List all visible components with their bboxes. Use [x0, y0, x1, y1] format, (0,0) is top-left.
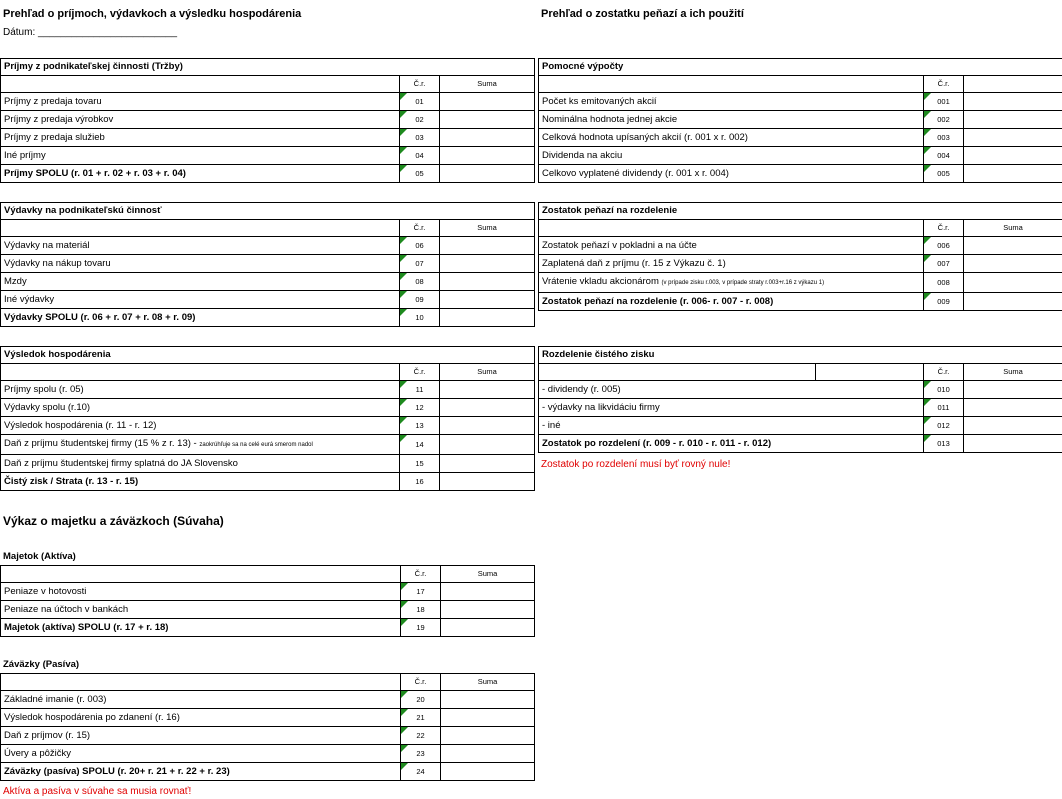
table-row: Daň z príjmov (r. 15) 22 — [1, 727, 535, 745]
amount-cell[interactable] — [441, 709, 535, 727]
comment-marker-icon — [401, 691, 408, 698]
comment-marker-icon — [400, 417, 407, 424]
table-row: Zaplatená daň z príjmu (r. 15 z Výkazu č. 1) 007 — [539, 255, 1062, 273]
amount-cell[interactable] — [441, 745, 535, 763]
amount-header: Suma — [964, 364, 1062, 381]
comment-marker-icon — [401, 709, 408, 716]
comment-marker-icon — [400, 309, 407, 316]
comment-marker-icon — [400, 291, 407, 298]
comment-marker-icon — [401, 763, 408, 770]
amount-header: Suma — [440, 76, 535, 93]
amount-cell[interactable] — [441, 601, 535, 619]
comment-marker-icon — [924, 293, 931, 300]
amount-cell[interactable] — [964, 273, 1062, 293]
comment-marker-icon — [924, 237, 931, 244]
amount-cell[interactable] — [440, 147, 535, 165]
amount-cell[interactable] — [440, 165, 535, 183]
table-row: Nominálna hodnota jednej akcie 002 — [539, 111, 1062, 129]
table-row: Počet ks emitovaných akcií 001 — [539, 93, 1062, 111]
balance-sheet-title: Výkaz o majetku a záväzkoch (Súvaha) — [3, 514, 224, 528]
income-table — [0, 58, 535, 183]
comment-marker-icon — [400, 255, 407, 262]
amount-cell[interactable] — [964, 93, 1062, 111]
amount-cell[interactable] — [441, 691, 535, 709]
comment-marker-icon — [924, 417, 931, 424]
comment-marker-icon — [400, 165, 407, 172]
income-table-title: Príjmy z podnikateľskej činnosti (Tržby) — [1, 59, 535, 76]
amount-cell[interactable] — [441, 763, 535, 781]
comment-marker-icon — [924, 93, 931, 100]
liabilities-table — [0, 673, 535, 781]
table-row: Iné príjmy 04 — [1, 147, 535, 165]
table-row: Celková hodnota upísaných akcií (r. 001 x r. 002) 003 — [539, 129, 1062, 147]
table-row: - dividendy (r. 005) 010 — [539, 381, 1062, 399]
profit-distribution-table — [538, 346, 1062, 453]
result-table-title: Výsledok hospodárenia — [1, 347, 535, 364]
comment-marker-icon — [401, 727, 408, 734]
amount-cell[interactable] — [964, 129, 1062, 147]
amount-cell[interactable] — [440, 399, 535, 417]
amount-cell[interactable] — [440, 93, 535, 111]
row-number-header: Č.r. — [924, 364, 964, 381]
table-row: Daň z príjmu študentskej firmy splatná do JA Slovensko 15 — [1, 455, 535, 473]
comment-marker-icon — [924, 255, 931, 262]
table-row: Úvery a pôžičky 23 — [1, 745, 535, 763]
amount-header: Suma — [441, 674, 535, 691]
amount-cell[interactable] — [964, 165, 1062, 183]
amount-cell[interactable] — [964, 147, 1062, 165]
amount-cell[interactable] — [440, 129, 535, 147]
amount-cell[interactable] — [440, 255, 535, 273]
comment-marker-icon — [400, 435, 407, 442]
report-title-left: Prehľad o príjmoch, výdavkoch a výsledku hospodárenia — [3, 8, 302, 20]
comment-marker-icon — [924, 165, 931, 172]
comment-marker-icon — [401, 583, 408, 590]
comment-marker-icon — [400, 147, 407, 154]
comment-marker-icon — [924, 147, 931, 154]
table-row-total: Čistý zisk / Strata (r. 13 - r. 15) 16 — [1, 473, 535, 491]
amount-cell[interactable] — [440, 237, 535, 255]
amount-header: Suma — [440, 364, 535, 381]
table-row: Príjmy z predaja tovaru 01 — [1, 93, 535, 111]
comment-marker-icon — [400, 111, 407, 118]
table-row-total: Zostatok po rozdelení (r. 009 - r. 010 - r. 011 - r. 012) 013 — [539, 435, 1062, 453]
table-row: Daň z príjmu študentskej firmy (15 % z r. 13) - zaokrúhľuje sa na celé eurá smerom nadol 14 — [1, 435, 535, 455]
comment-marker-icon — [400, 93, 407, 100]
comment-marker-icon — [924, 381, 931, 388]
amount-cell[interactable] — [440, 111, 535, 129]
amount-cell[interactable] — [440, 381, 535, 399]
amount-cell[interactable] — [964, 255, 1062, 273]
table-row: Výsledok hospodárenia po zdanení (r. 16) 21 — [1, 709, 535, 727]
table-row: - výdavky na likvidáciu firmy 011 — [539, 399, 1062, 417]
amount-cell[interactable] — [441, 583, 535, 601]
amount-cell[interactable] — [440, 291, 535, 309]
distribution-warning: Zostatok po rozdelení musí byť rovný nule! — [541, 459, 731, 470]
amount-cell[interactable] — [964, 417, 1062, 435]
table-row-total: Výdavky SPOLU (r. 06 + r. 07 + r. 08 + r. 09) 10 — [1, 309, 535, 327]
amount-cell[interactable] — [440, 455, 535, 473]
amount-cell[interactable] — [964, 237, 1062, 255]
result-table — [0, 346, 535, 491]
row-number-header: Č.r. — [400, 76, 440, 93]
table-row: Základné imanie (r. 003) 20 — [1, 691, 535, 709]
table-row: Príjmy z predaja služieb 03 — [1, 129, 535, 147]
comment-marker-icon — [401, 601, 408, 608]
table-row: Výdavky spolu (r.10) 12 — [1, 399, 535, 417]
table-row: Výdavky na nákup tovaru 07 — [1, 255, 535, 273]
comment-marker-icon — [924, 111, 931, 118]
assets-table — [0, 565, 535, 637]
row-number-header: Č.r. — [401, 566, 441, 583]
row-number-header: Č.r. — [400, 364, 440, 381]
helper-calc-title: Pomocné výpočty — [539, 59, 1062, 76]
table-row: Výsledok hospodárenia (r. 11 - r. 12) 13 — [1, 417, 535, 435]
amount-cell[interactable] — [964, 293, 1062, 311]
row-number-header: Č.r. — [924, 76, 964, 93]
amount-cell[interactable] — [964, 435, 1062, 453]
table-row: Mzdy 08 — [1, 273, 535, 291]
table-row: Príjmy spolu (r. 05) 11 — [1, 381, 535, 399]
amount-header: Suma — [440, 220, 535, 237]
table-row: Vrátenie vkladu akcionárom (v prípade zisku r.003, v prípade straty r.003+r.16 z výkazu 1) 008 — [539, 273, 1062, 293]
liabilities-title: Záväzky (Pasíva) — [3, 659, 80, 670]
comment-marker-icon — [924, 129, 931, 136]
table-row: Príjmy z predaja výrobkov 02 — [1, 111, 535, 129]
amount-cell[interactable] — [440, 473, 535, 491]
table-row: Iné výdavky 09 — [1, 291, 535, 309]
amount-cell[interactable] — [440, 417, 535, 435]
row-number-header: Č.r. — [401, 674, 441, 691]
table-row-total: Majetok (aktíva) SPOLU (r. 17 + r. 18) 19 — [1, 619, 535, 637]
amount-cell[interactable] — [440, 435, 535, 455]
amount-cell[interactable] — [964, 381, 1062, 399]
comment-marker-icon — [400, 129, 407, 136]
rounding-note: zaokrúhľuje sa na celé eurá smerom nadol — [199, 442, 313, 448]
row-number-header: Č.r. — [400, 220, 440, 237]
comment-marker-icon — [400, 273, 407, 280]
amount-cell[interactable] — [440, 273, 535, 291]
report-title-right: Prehľad o zostatku peňazí a ich použití — [541, 8, 744, 20]
comment-marker-icon — [400, 399, 407, 406]
expenses-table-title: Výdavky na podnikateľskú činnosť — [1, 203, 535, 220]
amount-cell[interactable] — [964, 399, 1062, 417]
amount-cell[interactable] — [440, 309, 535, 327]
amount-header: Suma — [441, 566, 535, 583]
amount-header: Suma — [964, 220, 1062, 237]
table-row: Peniaze v hotovosti 17 — [1, 583, 535, 601]
date-field[interactable]: Dátum: _________________________ — [3, 27, 178, 38]
table-row: Zostatok peňazí v pokladni a na účte 006 — [539, 237, 1062, 255]
comment-marker-icon — [400, 381, 407, 388]
table-row-total: Zostatok peňazí na rozdelenie (r. 006- r. 007 - r. 008) 009 — [539, 293, 1062, 311]
comment-marker-icon — [401, 619, 408, 626]
refund-note: (v prípade zisku r.003, v prípade straty r.003+r.16 z výkazu 1) — [661, 280, 825, 286]
amount-cell[interactable] — [441, 727, 535, 745]
table-row: Dividenda na akciu 004 — [539, 147, 1062, 165]
table-row: - iné 012 — [539, 417, 1062, 435]
balance-table-title: Zostatok peňazí na rozdelenie — [539, 203, 1062, 220]
table-row: Celkovo vyplatené dividendy (r. 001 x r. 004) 005 — [539, 165, 1062, 183]
assets-title: Majetok (Aktíva) — [3, 551, 76, 562]
balance-table — [538, 202, 1062, 311]
amount-cell[interactable] — [441, 619, 535, 637]
comment-marker-icon — [401, 745, 408, 752]
expenses-table — [0, 202, 535, 327]
table-row-total: Príjmy SPOLU (r. 01 + r. 02 + r. 03 + r. 04) 05 — [1, 165, 535, 183]
comment-marker-icon — [924, 399, 931, 406]
table-row: Peniaze na účtoch v bankách 18 — [1, 601, 535, 619]
comment-marker-icon — [400, 237, 407, 244]
helper-calc-table — [538, 58, 1062, 183]
row-number-header: Č.r. — [924, 220, 964, 237]
balance-warning: Aktíva a pasíva v súvahe sa musia rovnať! — [3, 786, 192, 797]
comment-marker-icon — [924, 435, 931, 442]
amount-cell[interactable] — [964, 111, 1062, 129]
table-row-total: Záväzky (pasíva) SPOLU (r. 20+ r. 21 + r. 22 + r. 23) 24 — [1, 763, 535, 781]
profit-distribution-title: Rozdelenie čistého zisku — [539, 347, 1062, 364]
table-row: Výdavky na materiál 06 — [1, 237, 535, 255]
